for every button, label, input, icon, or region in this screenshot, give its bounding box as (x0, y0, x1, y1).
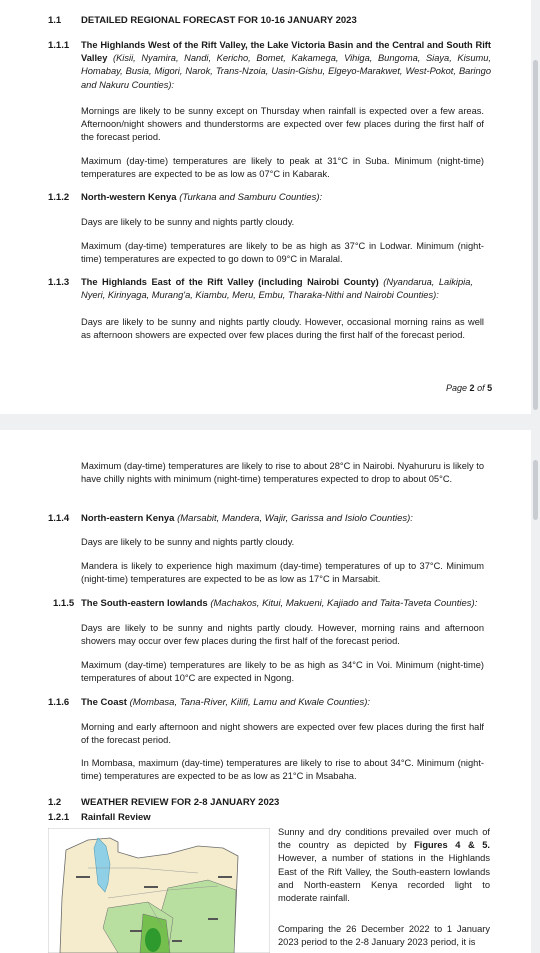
map-label-mark (76, 876, 90, 878)
subsection-counties: (Machakos, Kitui, Makueni, Kajiado and Taita-Taveta Counties): (210, 598, 478, 609)
page-number-footer (446, 383, 492, 393)
subsection-counties: (Turkana and Samburu Counties): (179, 192, 323, 203)
subsection-number: 1.1.1 (48, 40, 70, 51)
rainfall-zone-heavy (145, 928, 161, 952)
map-label-mark (172, 940, 182, 942)
scrollbar-thumb-secondary[interactable] (533, 460, 538, 520)
paragraph: In Mombasa, maximum (day-time) temperatures are likely to rise to about 34°C. Minimum (night-time) temperatures are expected to be as low as 21°C in Msabaha. (81, 758, 484, 782)
footer-total-pages: 5 (487, 383, 493, 393)
paragraph-text: However, a number of stations in the Highlands East of the Rift Valley, the South-eastern lowlands and North-eastern Kenya recorded light to moderate rainfall. (278, 853, 490, 904)
paragraph: Days are likely to be sunny and nights partly cloudy. However, occasional morning rains as well as afternoon showers are expected over few places during the first half of the forecast period. (81, 317, 484, 341)
subsection-number: 1.1.6 (48, 697, 70, 708)
subsection-counties: (Nyandarua, Laikipia, Nyeri, Kirinyaga, Murang'a, Kiambu, Meru, Embu, Tharaka-Nithi and Nairobi Counties): (81, 277, 473, 301)
paragraph: Days are likely to be sunny and nights partly cloudy. (81, 537, 295, 547)
subsection-title: North-eastern Kenya (81, 513, 175, 524)
subsection-number: 1.2.1 (48, 812, 70, 823)
subsection-title: The Highlands West of the Rift Valley, the Lake Victoria Basin and the Central and South Rift Valley (81, 40, 491, 64)
subsection-heading (81, 697, 370, 708)
rainfall-map-image (48, 828, 270, 953)
paragraph: Maximum (day-time) temperatures are likely to rise to about 28°C in Nairobi. Nyahururu is likely to have chilly nights with minimum (night-time) temperatures expected to drop to about 05°C. (81, 461, 484, 485)
subsection-number: 1.1.3 (48, 277, 70, 288)
figure-reference: Figures 4 & 5. (414, 840, 490, 851)
subsection-counties: (Kisii, Nyamira, Nandi, Kericho, Bomet, Kakamega, Vihiga, Bungoma, Siaya, Kisumu, Homabay, Busia, Migori, Narok, Trans-Nzoia, Uasin-Gishu, Elgeyo-Marakwet, West-Pokot, Baringo and Nakuru Counties): (81, 53, 491, 90)
paragraph: Maximum (day-time) temperatures are likely to be as high as 37°C in Lodwar. Minimum (night-time) temperatures are expected to go down to 09°C in Maralal. (81, 241, 484, 265)
subsection-title: Rainfall Review (81, 812, 151, 823)
subsection-number: 1.1.2 (48, 192, 70, 203)
subsection-heading (81, 513, 413, 524)
footer-current-page: 2 (469, 383, 475, 393)
subsection-heading (81, 39, 491, 92)
paragraph: Comparing the 26 December 2022 to 1 January 2023 period to the 2-8 January 2023 period, it is (278, 924, 490, 948)
subsection-heading (81, 192, 322, 203)
paragraph: Days are likely to be sunny and nights partly cloudy. (81, 217, 295, 227)
subsection-number: 1.1.5 (53, 598, 75, 609)
paragraph (278, 826, 490, 905)
paragraph-text: Sunny and dry conditions prevailed over much of the country as depicted by (278, 827, 490, 851)
section-title: WEATHER REVIEW FOR 2-8 JANUARY 2023 (81, 797, 280, 808)
subsection-heading (81, 598, 477, 609)
subsection-title: The Highlands East of the Rift Valley (including Nairobi County) (81, 277, 379, 287)
scrollbar-thumb[interactable] (533, 60, 538, 410)
footer-page-label: Page (446, 383, 468, 393)
subsection-title: The Coast (81, 697, 127, 708)
section-number: 1.2 (48, 797, 62, 808)
subsection-counties: (Mombasa, Tana-River, Kilifi, Lamu and Kwale Counties): (129, 697, 371, 708)
map-label-mark (130, 930, 142, 932)
paragraph: Maximum (day-time) temperatures are likely to peak at 31°C in Suba. Minimum (night-time) temperatures are expected to be as low as 07°C in Kabarak. (81, 156, 484, 180)
map-label-mark (218, 876, 232, 878)
subsection-title: The South-eastern lowlands (81, 598, 208, 609)
subsection-heading (81, 276, 473, 302)
subsection-title: North-western Kenya (81, 192, 177, 203)
section-number: 1.1 (48, 15, 62, 26)
paragraph: Maximum (day-time) temperatures are likely to be as high as 34°C in Voi. Minimum (night-time) temperatures of about 10°C are expected in Ngong. (81, 660, 484, 684)
paragraph: Days are likely to be sunny and nights partly cloudy. However, morning rains and afternoon showers may occur over few places during the first half of the forecast period. (81, 623, 484, 647)
section-title: DETAILED REGIONAL FORECAST FOR 10-16 JANUARY 2023 (81, 15, 357, 26)
footer-of-label: of (477, 383, 485, 393)
subsection-counties: (Marsabit, Mandera, Wajir, Garissa and Isiolo Counties): (177, 513, 413, 524)
paragraph: Mornings are likely to be sunny except on Thursday when rainfall is expected over a few areas. Afternoon/night showers and thunderstorms are expected over few places during the first half of the forecast period. (81, 106, 484, 143)
subsection-number: 1.1.4 (48, 513, 70, 524)
paragraph: Morning and early afternoon and night showers are expected over few places during the first half of the forecast period. (81, 722, 484, 746)
map-label-mark (144, 886, 158, 888)
map-label-mark (208, 918, 218, 920)
paragraph: Mandera is likely to experience high maximum (day-time) temperatures of up to 37°C. Minimum (night-time) temperatures are expected to be as low as 17°C in Marsabit. (81, 561, 484, 585)
